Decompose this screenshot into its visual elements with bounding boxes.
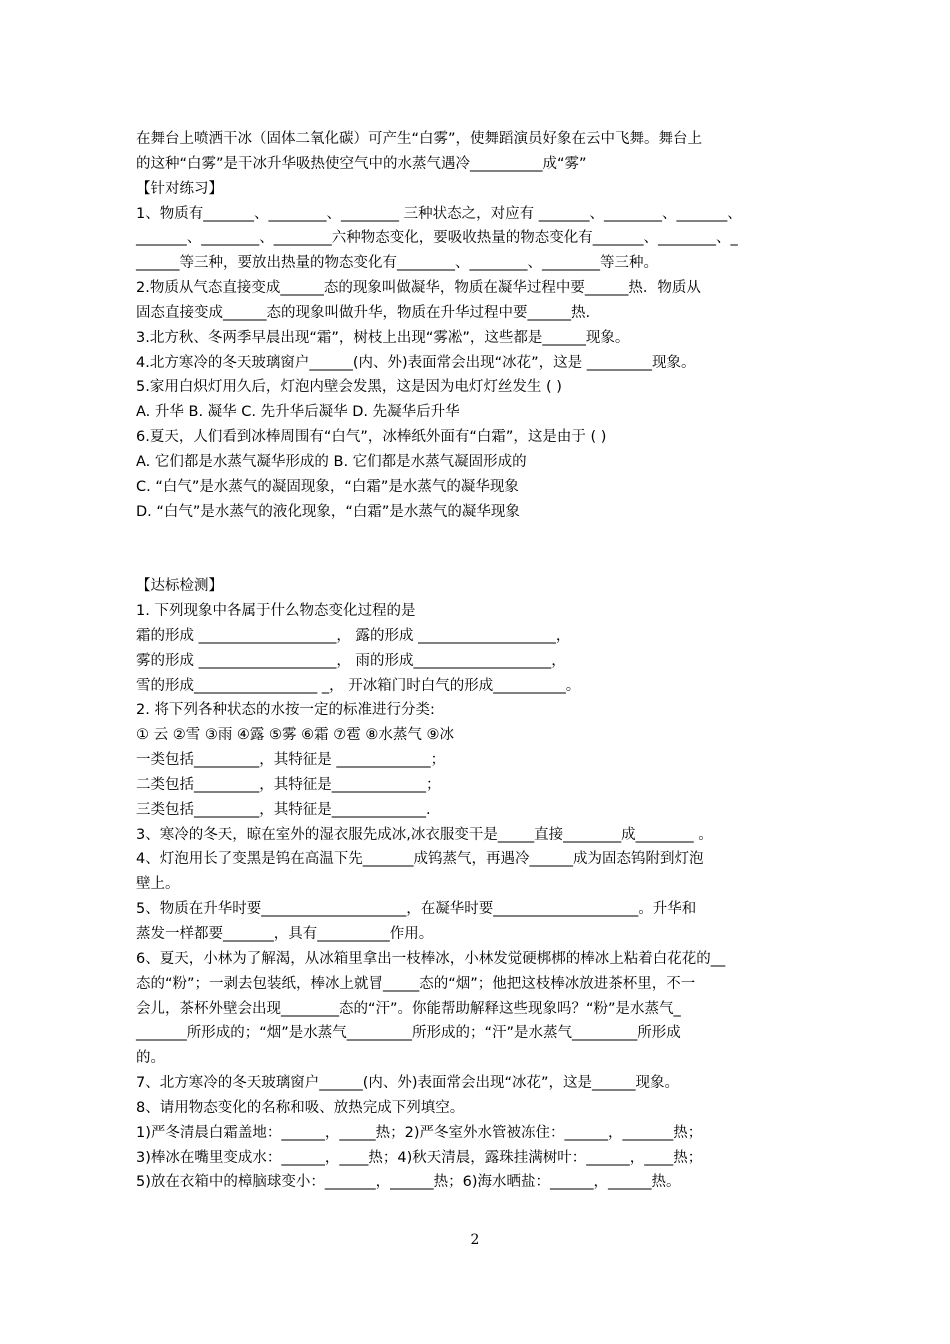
test-line: 三类包括_________，其特征是_____________. (136, 801, 431, 818)
practice-line: 固态直接变成______态的现象叫做升华，物质在升华过程中要______热. (136, 304, 591, 321)
practice-line: 3.北方秋、冬两季早晨出现“霜”，树枝上出现“雾凇”，这些都是______现象。 (136, 329, 630, 346)
practice-line: _______、________、________六种物态变化，要吸收热量的物态变化有_______、________、_ (136, 230, 738, 247)
test-line: 蒸发一样都要_______，具有__________作用。 (136, 926, 434, 942)
page-number: 2 (470, 1232, 480, 1248)
test-line: 1. 下列现象中各属于什么物态变化过程的是 (136, 603, 416, 620)
practice-line: 2.物质从气态直接变成______态的现象叫做凝华，物质在凝华过程中要______热．物质从 (136, 280, 701, 297)
test-line: 4、灯泡用长了变黑是钨在高温下先_______成钨蒸气，再遇冷______成为固态钨附到灯泡 (136, 851, 704, 868)
test-line: 2. 将下列各种状态的水按一定的标准进行分类: (136, 702, 435, 719)
test-line: 雪的形成_________________ _， 开冰箱门时白气的形成__________。 (136, 677, 581, 694)
test-line: 一类包括_________，其特征是 _____________； (136, 752, 446, 769)
test-line: 6、夏天，小林为了解渴，从冰箱里拿出一枝棒冰，小林发觉硬梆梆的棒冰上粘着白花花的__ (136, 950, 726, 967)
test-line: 7、北方寒冷的冬天玻璃窗户______(内、外)表面常会出现“冰花”，这是______现象。 (136, 1075, 680, 1092)
test-line: 二类包括_________，其特征是_____________； (136, 776, 441, 793)
practice-line: 5.家用白炽灯用久后，灯泡内壁会发黑，这是因为电灯灯丝发生 ( ) (136, 379, 562, 396)
practice-line: D. “白气”是水蒸气的液化现象，“白霜”是水蒸气的凝华现象 (136, 503, 520, 520)
practice-line: 4.北方寒冷的冬天玻璃窗户______(内、外)表面常会出现“冰花”，这是 _________现象。 (136, 354, 696, 371)
test-line: ① 云 ②雪 ③雨 ④露 ⑤雾 ⑥霜 ⑦雹 ⑧水蒸气 ⑨冰 (136, 727, 454, 744)
practice-heading: 【针对练习】 (136, 180, 223, 197)
practice-line: ______等三种，要放出热量的物态变化有________、________、________等三种。 (136, 255, 658, 272)
test-line: 雾的形成 ___________________， 雨的形成___________________， (136, 652, 566, 669)
practice-line: C. “白气”是水蒸气的凝固现象，“白霜”是水蒸气的凝华现象 (136, 478, 519, 495)
test-line: 5、物质在升华时要____________________，在凝华时要____________________。升华和 (136, 901, 697, 918)
intro-line: 的这种“白雾”是干冰升华吸热使空气中的水蒸气遇冷__________成“雾” (136, 155, 587, 172)
practice-line: 1、物质有_______、________、________ 三种状态之，对应有 _______、________、_______、 (136, 205, 742, 222)
test-line: 态的“粉”；一剥去包装纸，棒冰上就冒_____态的“烟”；他把这枝棒冰放进茶杯里，不一 (136, 975, 696, 992)
section-gap (136, 525, 816, 575)
test-line: 霜的形成 ___________________， 露的形成 ___________________， (136, 627, 571, 644)
test-line: 3)棒冰在嘴里变成水：______，____热；4)秋天清晨，露珠挂满树叶：______，____热； (136, 1149, 703, 1166)
test-line: 3、寒冷的冬天，晾在室外的湿衣服先成冰,冰衣服变干是_____直接________成________ 。 (136, 826, 713, 843)
test-line: 8、请用物态变化的名称和吸、放热完成下列填空。 (136, 1099, 465, 1116)
test-line: _______所形成的；“烟”是水蒸气_________所形成的；“汗”是水蒸气_________所形成 (136, 1025, 681, 1042)
practice-line: A. 升华 B. 凝华 C. 先升华后凝华 D. 先凝华后升华 (136, 404, 460, 421)
test-line: 1)严冬清晨白霜盖地：______，_____热；2)严冬室外水管被冻住：______，_______热； (136, 1124, 703, 1141)
intro-line: 在舞台上喷洒干冰（固体二氧化碳）可产生“白雾”，使舞蹈演员好象在云中飞舞。舞台上 (136, 131, 703, 147)
practice-line: A. 它们都是水蒸气凝华形成的 B. 它们都是水蒸气凝固形成的 (136, 453, 527, 470)
page-content (136, 127, 816, 1195)
test-heading: 【达标检测】 (136, 578, 223, 595)
test-line: 会儿，茶杯外壁会出现________态的“汗”。你能帮助解释这些现象吗？“粉”是水蒸气_ (136, 1000, 681, 1017)
test-line: 的。 (136, 1050, 165, 1067)
test-line: 5)放在衣箱中的樟脑球变小：_______，______热；6)海水晒盐：______，______热。 (136, 1174, 681, 1191)
practice-line: 6.夏天，人们看到冰棒周围有“白气”，冰棒纸外面有“白霜”，这是由于 ( ) (136, 429, 607, 446)
test-line: 壁上。 (136, 876, 180, 893)
